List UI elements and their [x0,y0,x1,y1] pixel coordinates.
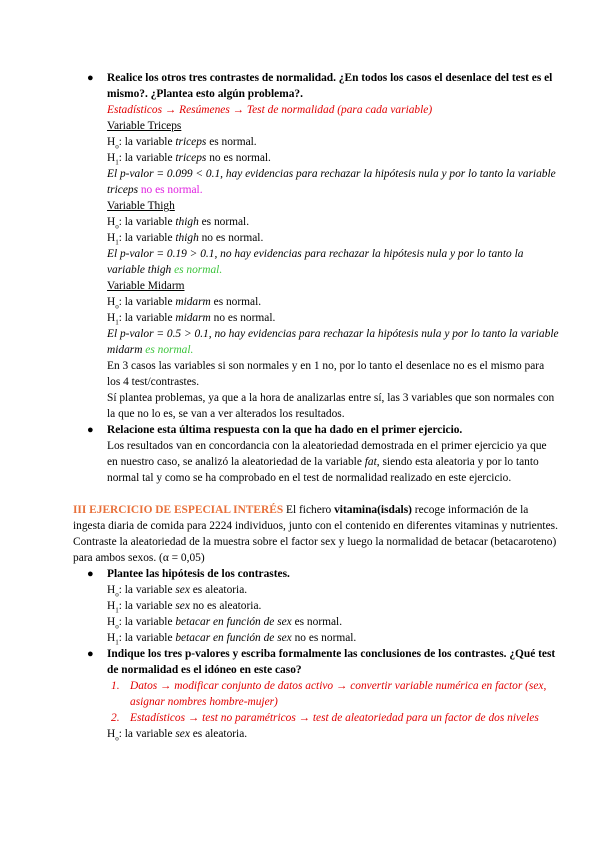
step-number: 2. [111,712,120,724]
midarm-result: es normal. [145,344,194,356]
question-pvalues [73,646,560,678]
question-hypotheses [73,566,560,646]
triceps-h1: $H_1$: la variable triceps no es normal. [107,152,271,167]
bullet: ● [87,72,94,84]
question-normality [73,70,560,422]
question-relate [73,422,560,486]
thigh-pvalue: El p-valor = 0.19 > 0.1, no hay evidencias para rechazar la hipótesis nula y por lo tanto la variable thigh es normal. [107,248,524,276]
triceps-result: no es normal. [140,184,203,196]
question-title: Indique los tres p-valores y escriba formalmente las conclusiones de los contrastes. ¿Qué test de normalidad es el idóneo en este caso? [107,648,556,676]
triceps-heading: Variable Triceps [107,120,182,132]
file-name: vitamina(isdals) [334,504,412,516]
step-text: Estadísticos → test no paramétricos → test de aleatoriedad para un factor de dos niveles [130,712,539,724]
bullet: ● [87,424,94,436]
hypothesis-line: $H_1$: la variable betacar en función de sex no es normal. [107,632,357,647]
hypothesis-line: $H_1$: la variable sex no es aleatoria. [107,600,262,615]
triceps-pvalue: El p-valor = 0.099 < 0.1, hay evidencias para rechazar la hipótesis nula y por lo tanto la variable triceps no es normal. [107,168,556,196]
step-text: Datos → modificar conjunto de datos activo → convertir variable numérica en factor (sex, asignar nombres hombre-mujer) [130,680,547,708]
exercise-3-intro: III EJERCICIO DE ESPECIAL INTERÉS El fichero vitamina(isdals) recoge información de la ingesta diaria de comida para 2224 individuos, junto con el contenido en diferentes vitaminas y nutrientes. Contraste la aleatoriedad de la muestra sobre el factor sex y luego la normalidad de betacar (betacaroteno) para ambos sexos. (α = 0,05) [73,504,558,564]
thigh-heading: Variable Thigh [107,200,175,212]
thigh-h0: $H_o$: la variable thigh es normal. [107,216,250,231]
bullet: ● [87,568,94,580]
menu-path: Estadísticos → Resúmenes → Test de normalidad (para cada variable) [107,104,433,116]
thigh-result: es normal. [174,264,223,276]
hypothesis-line: $H_o$: la variable betacar en función de sex es normal. [107,616,343,631]
bullet: ● [87,648,94,660]
thigh-h1: $H_1$: la variable thigh no es normal. [107,232,264,247]
midarm-heading: Variable Midarm [107,280,185,292]
midarm-h0: $H_o$: la variable midarm es normal. [107,296,262,311]
exercise-3-heading: III EJERCICIO DE ESPECIAL INTERÉS [73,504,284,516]
step-item [73,678,560,710]
answer-text: Los resultados van en concordancia con la aleatoriedad demostrada en el primer ejercicio ya que en nuestro caso, se analizó la aleatoriedad de la variable fat, siendo esta aleatoria y por lo tanto normal tal y como se ha comprobado en el test de normalidad realizado en este ejercicio. [107,440,547,484]
step-item [73,710,560,726]
conclusion-2: Sí plantea problemas, ya que a la hora de analizarlas entre sí, las 3 variables que son normales con la que no lo es, se van a ver alterados los resultados. [107,392,555,420]
final-hypothesis: $H_o$: la variable sex es aleatoria. [107,728,248,743]
conclusion-1: En 3 casos las variables si son normales y en 1 no, por lo tanto el desenlace no es el mismo para los 4 test/contrastes. [107,360,545,388]
step-number: 1. [111,680,120,692]
question-title: Relacione esta última respuesta con la que ha dado en el primer ejercicio. [107,424,463,436]
question-title: Realice los otros tres contrastes de normalidad. ¿En todos los casos el desenlace del test es el mismo?. ¿Plantea esto algún problema?. [107,72,553,100]
question-title: Plantee las hipótesis de los contrastes. [107,568,290,580]
hypothesis-line: $H_o$: la variable sex es aleatoria. [107,584,248,599]
triceps-h0: $H_o$: la variable triceps es normal. [107,136,257,151]
midarm-pvalue: El p-valor = 0.5 > 0.1, no hay evidencias para rechazar la hipótesis nula y por lo tanto la variable midarm es normal. [107,328,559,356]
midarm-h1: $H_1$: la variable midarm no es normal. [107,312,276,327]
